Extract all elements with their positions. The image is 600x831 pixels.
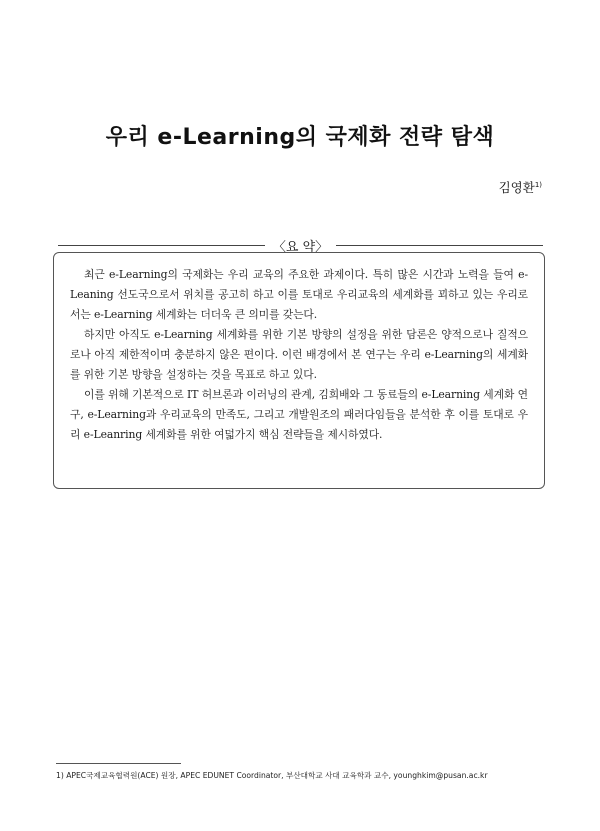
abstract-header-rule-left [58,245,265,246]
footnote: 1) APEC국제교육협력원(ACE) 원장, APEC EDUNET Coordinator, 부산대학교 사대 교육학과 교수, younghkim@pusan.ac.kr [56,771,488,780]
abstract-box [53,252,545,489]
abstract-paragraph: 이를 위해 기본적으로 IT 허브론과 이러닝의 관계, 김희배와 그 동료들의 e-Learning 세계화 연구, e-Learning과 우리교육의 만족도, 그리고 개발원조의 패러다임들을 분석한 후 이를 토대로 우리 e-Leanring 세계화를 위한 여덟가지 핵심 전략들을 제시하였다. [70,388,528,441]
abstract-paragraph: 최근 e-Learning의 국제화는 우리 교육의 주요한 과제이다. 특히 많은 시간과 노력을 들여 e-Leaning 선도국으로서 위치를 공고히 하고 이를 토대로 우리교육의 세계화를 꾀하고 있는 우리로서는 e-Learning 세계화는 더더욱 큰 의미를 갖는다. [70,268,528,321]
footnote-divider [56,763,181,764]
abstract-label: 〈요 약〉 [272,239,329,255]
abstract-paragraph: 하지만 아직도 e-Learning 세계화를 위한 기본 방향의 설정을 위한 담론은 양적으로나 질적으로나 아직 제한적이며 충분하지 않은 편이다. 이런 배경에서 본 연구는 우리 e-Learning의 세계화를 위한 기본 방향을 설정하는 것을 목표로 하고 있다. [70,328,528,381]
author-name: 김영환 [498,180,535,195]
paper-title: 우리 e-Learning의 국제화 전략 탐색 [105,125,495,150]
abstract-header-rule-right [336,245,543,246]
author-line [499,178,542,196]
author-footnote-mark: 1) [534,180,542,189]
